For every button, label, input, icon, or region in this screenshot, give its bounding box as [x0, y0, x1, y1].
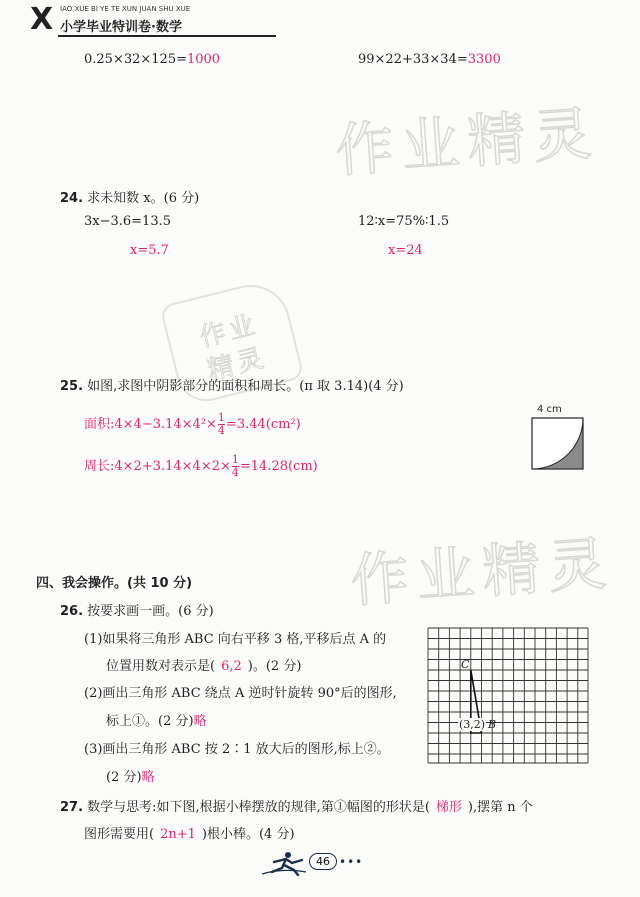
q25-area-frac-num: 1: [217, 411, 225, 424]
q25-heading: [60, 375, 404, 394]
q26-part1-answer: 6,2: [221, 659, 242, 674]
q25-figure-label: 4 cm: [537, 404, 562, 415]
q25-figure: [531, 417, 585, 471]
q26-number: 26.: [60, 604, 84, 619]
q26-part1-line2: [106, 655, 301, 674]
q24-number: 24.: [60, 191, 84, 206]
section4-title: 四、我会操作。(共 10 分): [36, 576, 193, 591]
q24-eq2: 12∶x=75%∶1.5: [358, 214, 450, 229]
q26-part3-line1: (3)画出三角形 ABC 按 2∶1 放大后的图形,标上②。: [84, 742, 390, 757]
q25-perim-prefix: 周长:4×2+3.14×4×2×: [84, 459, 231, 474]
q25-prompt: 如图,求图中阴影部分的面积和周长。(π 取 3.14)(4 分): [87, 379, 404, 394]
runner-icon: [262, 850, 308, 876]
grid-label-a: (3,2): [459, 718, 486, 731]
q27-line1: [60, 796, 533, 815]
page-number: 46: [309, 853, 337, 870]
watermark-stamp-line2: 精灵: [204, 342, 271, 387]
q24-heading: [60, 187, 199, 206]
q24-prompt: 求未知数 x。(6 分): [87, 191, 200, 206]
page-dots: •••: [339, 855, 364, 869]
q27-shape-answer: 梯形: [435, 800, 462, 815]
q25-area-fraction: [218, 412, 225, 437]
q26-part2-answer: 略: [193, 714, 207, 729]
calc-left-answer: 1000: [186, 52, 221, 67]
header-pinyin: IAO XUE BI YE TE XUN JUAN SHU XUE: [60, 5, 191, 13]
q27-line1-pre: 数学与思考:如下图,根据小棒摆放的规律,第①幅图的形状是(: [87, 800, 430, 815]
q26-part2-line2: [106, 710, 207, 729]
q26-prompt: 按要求画一画。(6 分): [87, 604, 214, 619]
q24-answer1: x=5.7: [130, 243, 169, 258]
calc-left-expr: 0.25×32×125=: [84, 52, 187, 67]
q26-part2-text: 标上①。(2 分): [106, 714, 194, 729]
q27-number: 27.: [60, 800, 84, 815]
q27-line2-pre: 图形需要用(: [84, 827, 155, 842]
q27-line2: [84, 823, 295, 842]
q25-area-prefix: 面积:4×4−3.14×4²×: [84, 417, 217, 432]
q27-count-answer: 2n+1: [160, 827, 196, 842]
header-logo-letter: X: [30, 2, 54, 37]
header-title: 小学毕业特训卷·数学: [60, 20, 182, 35]
q25-perim-fraction: [232, 454, 239, 479]
q26-grid: [427, 627, 589, 764]
q26-part2-line1: (2)画出三角形 ABC 绕点 A 逆时针旋转 90°后的图形,: [84, 686, 397, 701]
q25-perimeter: [84, 454, 318, 479]
q25-area-suffix: =3.44(cm²): [225, 417, 301, 432]
q24-eq1: 3x−3.6=13.5: [84, 214, 172, 229]
q25-perim-frac-den: 4: [231, 466, 239, 479]
q26-part1-line1: (1)如果将三角形 ABC 向右平移 3 格,平移后点 A 的: [84, 632, 387, 647]
q24-answer2: x=24: [388, 243, 423, 258]
q26-part3-text: (2 分): [106, 770, 142, 785]
q27-line2-post: )根小棒。(4 分): [201, 827, 295, 842]
q26-part1-post: )。(2 分): [247, 659, 302, 674]
q25-area-frac-den: 4: [217, 424, 225, 437]
calc-left: [84, 52, 220, 67]
q25-perim-frac-num: 1: [231, 453, 239, 466]
calc-right-answer: 3300: [467, 52, 501, 67]
q26-heading: [60, 600, 214, 619]
calc-right-expr: 99×22+33×34=: [358, 52, 468, 67]
q26-part1-pre: 位置用数对表示是(: [106, 659, 216, 674]
q25-area: [84, 412, 301, 437]
q26-part3-line2: [106, 766, 155, 785]
watermark-top: 作业精灵: [333, 98, 602, 186]
q26-part3-answer: 略: [141, 770, 155, 785]
watermark-stamp-line1: 作业: [196, 309, 263, 354]
header-rule: [58, 35, 276, 37]
grid-label-b: B: [488, 718, 497, 731]
q25-number: 25.: [60, 379, 84, 394]
watermark-mid: 作业精灵: [348, 528, 617, 616]
calc-right: [358, 52, 501, 67]
q25-perim-suffix: =14.28(cm): [239, 459, 318, 474]
q27-line1-post: ),摆第 n 个: [467, 800, 533, 815]
grid-lines: [428, 628, 588, 763]
grid-label-c: C: [461, 658, 470, 671]
